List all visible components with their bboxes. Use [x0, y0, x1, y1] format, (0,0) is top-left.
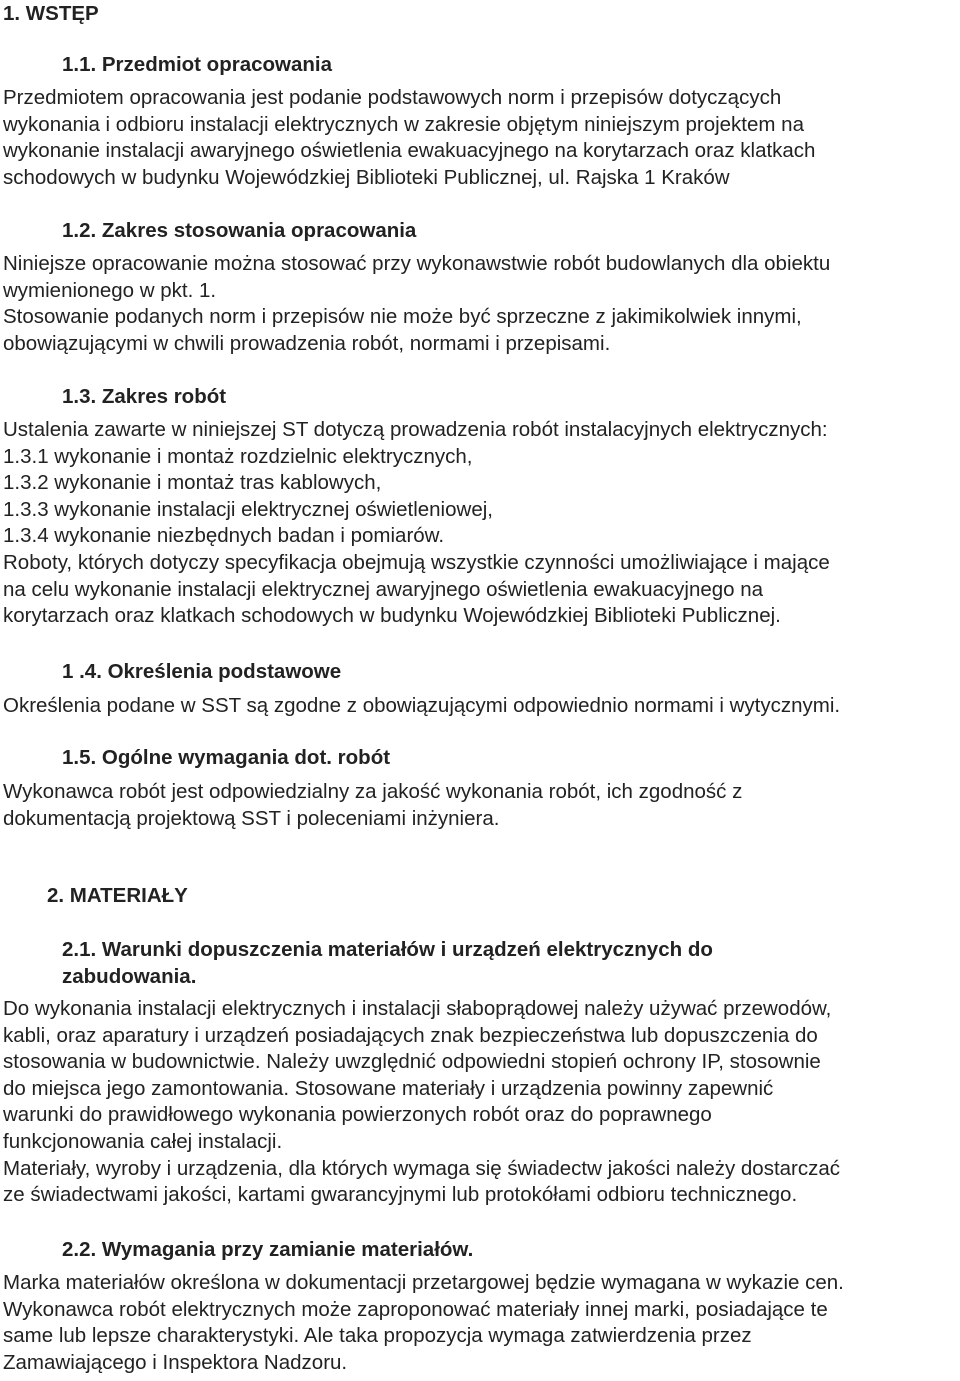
list-item: 1.3.3 wykonanie instalacji elektrycznej oświetleniowej,: [3, 497, 493, 521]
paragraph-line: funkcjonowania całej instalacji.: [3, 1129, 283, 1153]
paragraph-line: Określenia podane w SST są zgodne z obowiązującymi odpowiednio normami i wytycznymi.: [3, 694, 841, 717]
paragraph-line: Marka materiałów określona w dokumentacji przetargowej będzie wymagana w wykazie cen.: [3, 1271, 844, 1294]
paragraph-line: wykonania i odbioru instalacji elektrycznych w zakresie objętym niniejszym projektem na: [3, 112, 804, 136]
paragraph-line: warunki do prawidłowego wykonania powierzonych robót oraz do poprawnego: [3, 1103, 712, 1127]
section-2-1-body: [3, 996, 840, 1209]
paragraph-line: stosowania w budownictwie. Należy uwzględnić odpowiedni stopień ochrony IP, stosownie: [3, 1050, 821, 1074]
paragraph-line: obowiązującymi w chwili prowadzenia robót, normami i przepisami.: [3, 331, 611, 355]
section-1-2-heading: 1.2. Zakres stosowania opracowania: [62, 219, 417, 242]
paragraph-line: Wykonawca robót jest odpowiedzialny za jakość wykonania robót, ich zgodność z: [3, 780, 743, 803]
paragraph-line: wymienionego w pkt. 1.: [3, 278, 217, 302]
section-1-1-body: [3, 85, 815, 191]
paragraph-line: Ustalenia zawarte w niniejszej ST dotyczą prowadzenia robót instalacyjnych elektrycznych:: [3, 418, 828, 441]
paragraph-line: wykonanie instalacji awaryjnego oświetlenia ewakuacyjnego na korytarzach oraz klatkach: [3, 139, 816, 163]
section-1-2-body: [3, 251, 830, 357]
paragraph-line: schodowych w budynku Wojewódzkiej Biblioteki Publicznej, ul. Rajska 1 Kraków: [3, 165, 730, 189]
section-1-heading: 1. WSTĘP: [3, 2, 99, 25]
paragraph-line: Roboty, których dotyczy specyfikacja obejmują wszystkie czynności umożliwiające i mające: [3, 550, 830, 574]
list-item: 1.3.1 wykonanie i montaż rozdzielnic elektrycznych,: [3, 444, 473, 468]
paragraph-line: dokumentacją projektową SST i poleceniami inżyniera.: [3, 806, 500, 830]
section-1-5-heading: 1.5. Ogólne wymagania dot. robót: [62, 746, 391, 769]
section-1-4-heading: 1 .4. Określenia podstawowe: [62, 660, 342, 683]
section-2-2-body: [3, 1270, 844, 1376]
heading-line: zabudowania.: [62, 965, 197, 988]
section-2-2-heading: 2.2. Wymagania przy zamianie materiałów.: [62, 1238, 474, 1261]
section-1-5-body: [3, 779, 742, 832]
paragraph-line: Do wykonania instalacji elektrycznych i instalacji słaboprądowej należy używać przewodów,: [3, 997, 832, 1020]
list-item: 1.3.2 wykonanie i montaż tras kablowych,: [3, 471, 382, 495]
paragraph-line: na celu wykonanie instalacji elektrycznej awaryjnego oświetlenia ewakuacyjnego na: [3, 577, 764, 601]
paragraph-line: Zamawiającego i Inspektora Nadzoru.: [3, 1350, 348, 1374]
heading-line: 2.1. Warunki dopuszczenia materiałów i urządzeń elektrycznych do: [62, 938, 713, 961]
paragraph-line: kabli, oraz aparatury i urządzeń posiadających znak bezpieczeństwa lub dopuszczenia do: [3, 1023, 818, 1047]
section-1-3-body: [3, 417, 830, 630]
paragraph-line: Wykonawca robót elektrycznych może zaproponować materiały innej marki, posiadające te: [3, 1297, 828, 1321]
section-1-3-heading: 1.3. Zakres robót: [62, 385, 227, 408]
section-2-heading: 2. MATERIAŁY: [47, 884, 188, 907]
section-1-1-heading: 1.1. Przedmiot opracowania: [62, 53, 332, 76]
section-2-1-heading: [62, 936, 713, 990]
paragraph-line: Przedmiotem opracowania jest podanie podstawowych norm i przepisów dotyczących: [3, 86, 782, 109]
list-item: 1.3.4 wykonanie niezbędnych badan i pomiarów.: [3, 524, 445, 548]
paragraph-line: korytarzach oraz klatkach schodowych w budynku Wojewódzkiej Biblioteki Publicznej.: [3, 604, 781, 628]
paragraph-line: Materiały, wyroby i urządzenia, dla których wymaga się świadectw jakości należy dostarczać: [3, 1156, 841, 1180]
paragraph-line: ze świadectwami jakości, kartami gwarancyjnymi lub protokółami odbioru technicznego.: [3, 1183, 798, 1207]
paragraph-line: same lub lepsze charakterystyki. Ale taka propozycja wymaga zatwierdzenia przez: [3, 1324, 752, 1348]
paragraph-line: Stosowanie podanych norm i przepisów nie może być sprzeczne z jakimikolwiek innymi,: [3, 305, 802, 329]
paragraph-line: do miejsca jego zamontowania. Stosowane materiały i urządzenia powinny zapewnić: [3, 1076, 774, 1100]
section-1-4-body: [3, 693, 840, 720]
paragraph-line: Niniejsze opracowanie można stosować przy wykonawstwie robót budowlanych dla obiektu: [3, 252, 831, 275]
